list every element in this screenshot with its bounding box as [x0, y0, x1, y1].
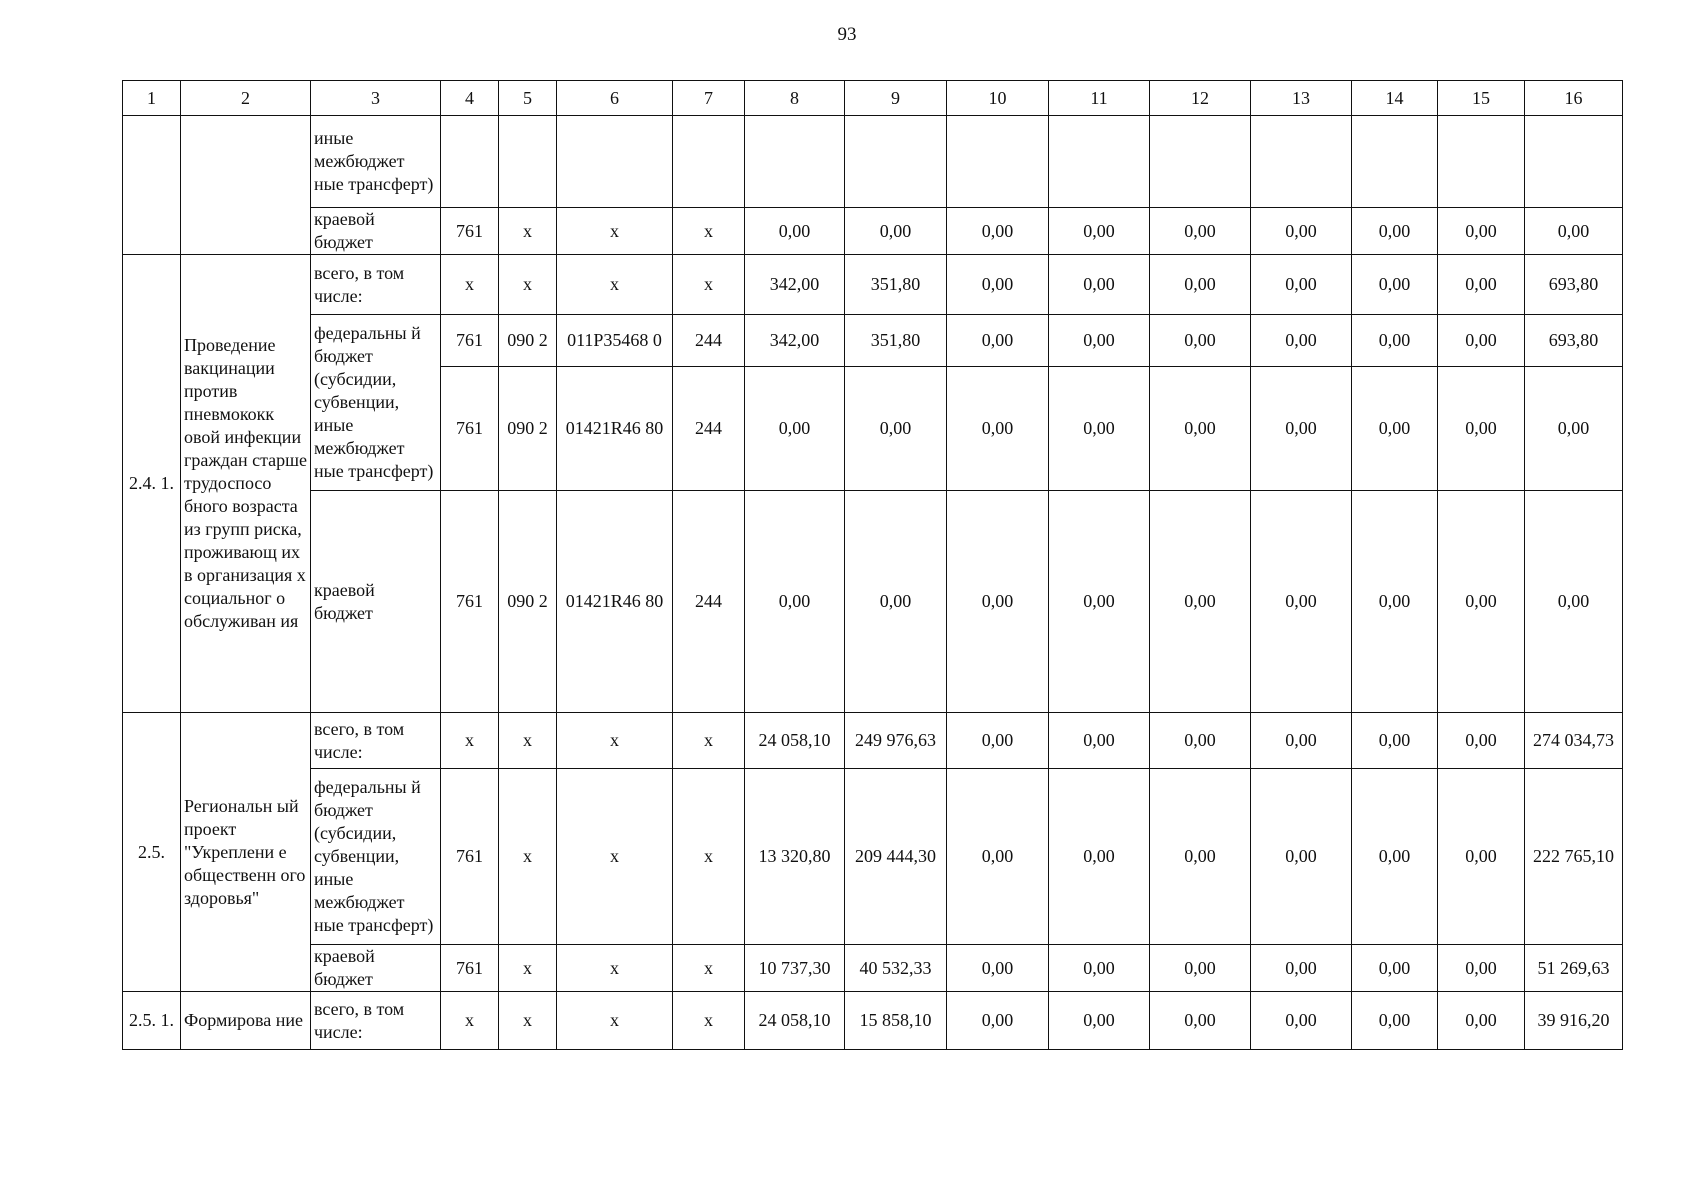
amount-cell-8: 10 737,30	[745, 945, 845, 992]
amount-cell-8: 24 058,10	[745, 992, 845, 1050]
header-cell-16: 16	[1525, 81, 1623, 116]
header-cell-12: 12	[1150, 81, 1251, 116]
amount-cell-12: 0,00	[1150, 992, 1251, 1050]
target-article-cell: х	[557, 255, 673, 315]
amount-cell-8: 13 320,80	[745, 769, 845, 945]
grbs-cell: 761	[441, 367, 499, 491]
expense-type-cell: 244	[673, 367, 745, 491]
table-row	[123, 255, 1623, 315]
header-cell-13: 13	[1251, 81, 1352, 116]
amount-cell-8	[745, 116, 845, 208]
amount-cell-9: 0,00	[845, 367, 947, 491]
amount-cell-12: 0,00	[1150, 945, 1251, 992]
amount-cell-11: 0,00	[1049, 255, 1150, 315]
amount-cell-15: 0,00	[1438, 769, 1525, 945]
expense-type-cell: х	[673, 769, 745, 945]
amount-cell-13: 0,00	[1251, 367, 1352, 491]
section-cell: х	[499, 769, 557, 945]
source-cell: всего, в том числе:	[311, 992, 441, 1050]
table-row	[123, 992, 1623, 1050]
grbs-cell: 761	[441, 491, 499, 713]
source-cell: всего, в том числе:	[311, 713, 441, 769]
amount-cell-8: 24 058,10	[745, 713, 845, 769]
table-row	[123, 945, 1623, 992]
amount-cell-16: 0,00	[1525, 367, 1623, 491]
amount-cell-10: 0,00	[947, 208, 1049, 255]
target-article-cell: х	[557, 713, 673, 769]
amount-cell-11: 0,00	[1049, 315, 1150, 367]
header-cell-1: 1	[123, 81, 181, 116]
amount-cell-14: 0,00	[1352, 491, 1438, 713]
target-article-cell: х	[557, 945, 673, 992]
target-article-cell: 011Р35468 0	[557, 315, 673, 367]
amount-cell-16	[1525, 116, 1623, 208]
amount-cell-11: 0,00	[1049, 992, 1150, 1050]
header-cell-15: 15	[1438, 81, 1525, 116]
amount-cell-14: 0,00	[1352, 713, 1438, 769]
amount-cell-13: 0,00	[1251, 945, 1352, 992]
amount-cell-10: 0,00	[947, 769, 1049, 945]
item-name-cell: Региональн ый проект "Укреплени е общественн ого здоровья"	[181, 713, 311, 992]
amount-cell-8: 342,00	[745, 315, 845, 367]
amount-cell-14	[1352, 116, 1438, 208]
amount-cell-8: 0,00	[745, 491, 845, 713]
grbs-cell: 761	[441, 315, 499, 367]
header-cell-10: 10	[947, 81, 1049, 116]
item-number-cell: 2.5.	[123, 713, 181, 992]
amount-cell-13: 0,00	[1251, 208, 1352, 255]
amount-cell-16: 51 269,63	[1525, 945, 1623, 992]
amount-cell-10: 0,00	[947, 255, 1049, 315]
amount-cell-9: 351,80	[845, 255, 947, 315]
grbs-cell: х	[441, 992, 499, 1050]
amount-cell-8: 0,00	[745, 367, 845, 491]
amount-cell-13: 0,00	[1251, 769, 1352, 945]
budget-table	[122, 80, 1623, 1050]
section-cell: 090 2	[499, 315, 557, 367]
amount-cell-14: 0,00	[1352, 255, 1438, 315]
header-cell-5: 5	[499, 81, 557, 116]
amount-cell-15: 0,00	[1438, 491, 1525, 713]
amount-cell-12: 0,00	[1150, 769, 1251, 945]
section-cell	[499, 116, 557, 208]
grbs-cell: 761	[441, 769, 499, 945]
amount-cell-9: 0,00	[845, 491, 947, 713]
amount-cell-12: 0,00	[1150, 315, 1251, 367]
item-number-cell	[123, 116, 181, 255]
amount-cell-11	[1049, 116, 1150, 208]
expense-type-cell: х	[673, 945, 745, 992]
expense-type-cell: х	[673, 255, 745, 315]
source-cell: федеральны й бюджет (субсидии, субвенции, иные межбюджет ные трансферт)	[311, 315, 441, 491]
item-number-cell: 2.5. 1.	[123, 992, 181, 1050]
header-cell-9: 9	[845, 81, 947, 116]
amount-cell-11: 0,00	[1049, 769, 1150, 945]
target-article-cell	[557, 116, 673, 208]
amount-cell-15: 0,00	[1438, 255, 1525, 315]
section-cell: х	[499, 992, 557, 1050]
source-cell: краевой бюджет	[311, 208, 441, 255]
amount-cell-14: 0,00	[1352, 315, 1438, 367]
item-name-cell: Проведение вакцинации против пневмококк овой инфекции граждан старше трудоспосо бного возраста из групп риска, проживающ их в организация х социальног о обслуживан ия	[181, 255, 311, 713]
amount-cell-11: 0,00	[1049, 367, 1150, 491]
amount-cell-10: 0,00	[947, 315, 1049, 367]
amount-cell-13: 0,00	[1251, 491, 1352, 713]
grbs-cell	[441, 116, 499, 208]
table-row	[123, 116, 1623, 208]
amount-cell-12: 0,00	[1150, 491, 1251, 713]
amount-cell-9: 40 532,33	[845, 945, 947, 992]
amount-cell-16: 693,80	[1525, 255, 1623, 315]
amount-cell-15: 0,00	[1438, 713, 1525, 769]
source-cell: всего, в том числе:	[311, 255, 441, 315]
amount-cell-16: 39 916,20	[1525, 992, 1623, 1050]
section-cell: х	[499, 713, 557, 769]
amount-cell-13: 0,00	[1251, 255, 1352, 315]
target-article-cell: 01421R46 80	[557, 491, 673, 713]
source-cell: федеральны й бюджет (субсидии, субвенции, иные межбюджет ные трансферт)	[311, 769, 441, 945]
section-cell: 090 2	[499, 367, 557, 491]
table-row	[123, 491, 1623, 713]
amount-cell-10: 0,00	[947, 713, 1049, 769]
amount-cell-15	[1438, 116, 1525, 208]
amount-cell-12	[1150, 116, 1251, 208]
amount-cell-9	[845, 116, 947, 208]
item-name-cell: Формирова ние	[181, 992, 311, 1050]
amount-cell-11: 0,00	[1049, 208, 1150, 255]
grbs-cell: 761	[441, 208, 499, 255]
amount-cell-9: 15 858,10	[845, 992, 947, 1050]
amount-cell-13: 0,00	[1251, 315, 1352, 367]
section-cell: х	[499, 255, 557, 315]
grbs-cell: 761	[441, 945, 499, 992]
amount-cell-10: 0,00	[947, 945, 1049, 992]
page-number: 93	[837, 24, 857, 45]
header-cell-3: 3	[311, 81, 441, 116]
source-cell: краевой бюджет	[311, 491, 441, 713]
section-cell: х	[499, 945, 557, 992]
expense-type-cell	[673, 116, 745, 208]
header-cell-8: 8	[745, 81, 845, 116]
header-cell-2: 2	[181, 81, 311, 116]
grbs-cell: х	[441, 255, 499, 315]
amount-cell-9: 209 444,30	[845, 769, 947, 945]
amount-cell-9: 249 976,63	[845, 713, 947, 769]
amount-cell-10: 0,00	[947, 992, 1049, 1050]
expense-type-cell: 244	[673, 491, 745, 713]
item-number-cell: 2.4. 1.	[123, 255, 181, 713]
amount-cell-10: 0,00	[947, 491, 1049, 713]
amount-cell-14: 0,00	[1352, 367, 1438, 491]
amount-cell-12: 0,00	[1150, 208, 1251, 255]
amount-cell-15: 0,00	[1438, 315, 1525, 367]
expense-type-cell: 244	[673, 315, 745, 367]
amount-cell-8: 342,00	[745, 255, 845, 315]
amount-cell-14: 0,00	[1352, 945, 1438, 992]
amount-cell-10	[947, 116, 1049, 208]
amount-cell-11: 0,00	[1049, 713, 1150, 769]
source-cell: краевой бюджет	[311, 945, 441, 992]
amount-cell-14: 0,00	[1352, 208, 1438, 255]
source-cell: иные межбюджет ные трансферт)	[311, 116, 441, 208]
amount-cell-16: 0,00	[1525, 208, 1623, 255]
table-row	[123, 315, 1623, 367]
header-row	[123, 81, 1623, 116]
table-row	[123, 713, 1623, 769]
amount-cell-11: 0,00	[1049, 491, 1150, 713]
header-cell-7: 7	[673, 81, 745, 116]
amount-cell-16: 274 034,73	[1525, 713, 1623, 769]
amount-cell-12: 0,00	[1150, 713, 1251, 769]
expense-type-cell: х	[673, 992, 745, 1050]
table-row	[123, 208, 1623, 255]
target-article-cell: 01421R46 80	[557, 367, 673, 491]
section-cell: 090 2	[499, 491, 557, 713]
amount-cell-16: 0,00	[1525, 491, 1623, 713]
amount-cell-12: 0,00	[1150, 367, 1251, 491]
header-cell-14: 14	[1352, 81, 1438, 116]
header-cell-11: 11	[1049, 81, 1150, 116]
amount-cell-15: 0,00	[1438, 945, 1525, 992]
header-cell-4: 4	[441, 81, 499, 116]
target-article-cell: х	[557, 992, 673, 1050]
target-article-cell: х	[557, 208, 673, 255]
amount-cell-14: 0,00	[1352, 769, 1438, 945]
amount-cell-15: 0,00	[1438, 367, 1525, 491]
table-row	[123, 769, 1623, 945]
amount-cell-13	[1251, 116, 1352, 208]
expense-type-cell: х	[673, 208, 745, 255]
amount-cell-16: 693,80	[1525, 315, 1623, 367]
amount-cell-9: 0,00	[845, 208, 947, 255]
amount-cell-13: 0,00	[1251, 713, 1352, 769]
section-cell: х	[499, 208, 557, 255]
amount-cell-12: 0,00	[1150, 255, 1251, 315]
expense-type-cell: х	[673, 713, 745, 769]
amount-cell-8: 0,00	[745, 208, 845, 255]
header-cell-6: 6	[557, 81, 673, 116]
amount-cell-16: 222 765,10	[1525, 769, 1623, 945]
amount-cell-15: 0,00	[1438, 208, 1525, 255]
amount-cell-15: 0,00	[1438, 992, 1525, 1050]
amount-cell-11: 0,00	[1049, 945, 1150, 992]
amount-cell-10: 0,00	[947, 367, 1049, 491]
amount-cell-14: 0,00	[1352, 992, 1438, 1050]
amount-cell-13: 0,00	[1251, 992, 1352, 1050]
grbs-cell: х	[441, 713, 499, 769]
item-name-cell	[181, 116, 311, 255]
amount-cell-9: 351,80	[845, 315, 947, 367]
target-article-cell: х	[557, 769, 673, 945]
